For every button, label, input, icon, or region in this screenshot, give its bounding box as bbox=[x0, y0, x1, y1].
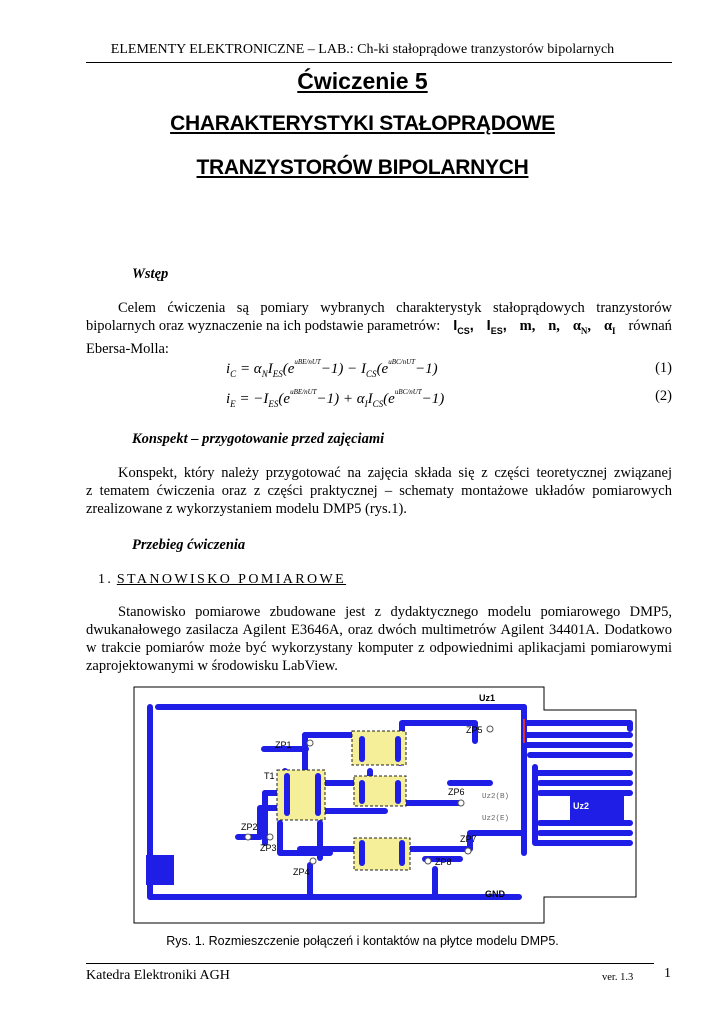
section-heading-przebieg: Przebieg ćwiczenia bbox=[132, 537, 246, 553]
label-uz2e: Uz2(E) bbox=[482, 815, 510, 823]
label-t1: T1 bbox=[264, 771, 275, 781]
label-zp5: ZP5 bbox=[466, 725, 483, 735]
label-uz1: Uz1 bbox=[479, 693, 496, 703]
zp8-pad bbox=[425, 858, 431, 864]
zp6-pad bbox=[458, 800, 464, 806]
intro-line-1: Celem ćwiczenia są pomiary wybranych charakterystyk stałoprądowych tranzystorów bbox=[118, 300, 672, 316]
label-zp4: ZP4 bbox=[293, 867, 310, 877]
intro-line-2 bbox=[86, 317, 672, 340]
zp3-pad bbox=[267, 834, 273, 840]
intro-line-3: Ebersa-Molla: bbox=[86, 340, 169, 357]
ground-pad bbox=[146, 855, 174, 885]
footer-divider bbox=[86, 963, 654, 964]
subsection-title: STANOWISKO POMIAROWE bbox=[116, 572, 347, 587]
zp1-pad bbox=[307, 740, 313, 746]
intro-line-2-end: równań bbox=[628, 318, 672, 334]
label-zp1: ZP1 bbox=[275, 740, 292, 750]
zp4-pad bbox=[310, 858, 316, 864]
label-uz2b: Uz2(B) bbox=[482, 793, 510, 801]
pcb-diagram bbox=[130, 683, 640, 928]
konspekt-line-2: z tematem ćwiczenia oraz z części praktycznej – schematy montażowe układów pomiarowych bbox=[86, 483, 672, 499]
section-heading-konspekt: Konspekt – przygotowanie przed zajęciami bbox=[132, 431, 385, 447]
subsection-heading-stanowisko bbox=[98, 572, 346, 588]
zp5-pad bbox=[487, 726, 493, 732]
zp7-pad bbox=[465, 848, 471, 854]
section-heading-wstep: Wstęp bbox=[132, 266, 169, 282]
param-alpha-n: $\alpha_N$, bbox=[572, 318, 592, 336]
stanowisko-line-4: zaprojektowanymi w środowisku LabView. bbox=[86, 658, 338, 674]
param-alpha-i: $\alpha_I$ bbox=[603, 318, 616, 336]
footer-department: Katedra Elektroniki AGH bbox=[86, 968, 230, 983]
stanowisko-line-3: w trakcie pomiarów może być wykorzystany komputer z odpowiednimi aplikacjami pomiarowymi bbox=[86, 640, 672, 656]
page-number: 1 bbox=[664, 966, 671, 981]
label-uz2: Uz2 bbox=[573, 801, 590, 811]
konspekt-paragraph bbox=[86, 464, 672, 518]
param-n: n, bbox=[548, 318, 560, 334]
label-gnd: GND bbox=[485, 889, 505, 899]
exercise-title: Ćwiczenie 5 bbox=[297, 68, 428, 94]
label-zp7: ZP7 bbox=[460, 834, 477, 844]
subsection-number: 1. bbox=[98, 572, 114, 587]
intro-line-2-text: bipolarnych oraz wyznaczenie na ich podstawie parametrów: bbox=[86, 318, 441, 334]
figure-caption: Rys. 1. Rozmieszczenie połączeń i kontaktów na płytce modelu DMP5. bbox=[166, 934, 559, 948]
label-zp2: ZP2 bbox=[241, 822, 258, 832]
footer-version: ver. 1.3 bbox=[602, 972, 634, 983]
title-line-2: TRANZYSTORÓW BIPOLARNYCH bbox=[196, 156, 529, 179]
equation-2-number: (2) bbox=[655, 388, 672, 404]
label-zp3: ZP3 bbox=[260, 843, 277, 853]
equation-1-number: (1) bbox=[655, 360, 672, 376]
header-divider bbox=[86, 62, 672, 63]
equation-2: $i_E = -I_{ES}(e^{uBE/nUT}-1) + \alpha_II_{CS}(e^{uBC/nUT}-1)$ bbox=[226, 388, 445, 409]
stanowisko-line-2: dwukanałowego zasilacza Agilent E3646A, oraz dwóch multimetrów Agilent 34401A. Dodatkowo bbox=[86, 622, 672, 638]
label-zp6: ZP6 bbox=[448, 787, 465, 797]
title-line-1: CHARAKTERYSTYKI STAŁOPRĄDOWE bbox=[170, 112, 555, 135]
running-header: ELEMENTY ELEKTRONICZNE – LAB.: Ch-ki stałoprądowe tranzystorów bipolarnych bbox=[110, 42, 615, 57]
zp2-pad bbox=[245, 834, 251, 840]
param-m: m, bbox=[519, 318, 536, 334]
param-ics: $I_{CS}$, bbox=[453, 318, 474, 336]
konspekt-line-3: zrealizowane z wykorzystaniem modelu DMP5 (rys.1). bbox=[86, 501, 407, 517]
stanowisko-line-1: Stanowisko pomiarowe zbudowane jest z dydaktycznego modelu pomiarowego DMP5, bbox=[118, 604, 672, 620]
konspekt-line-1: Konspekt, który należy przygotować na zajęcia składa się z części teoretycznej związanej bbox=[118, 465, 672, 481]
equation-1: $i_C = \alpha_NI_{ES}(e^{uBE/nUT}-1) - I_{CS}(e^{uBC/nUT}-1)$ bbox=[226, 358, 438, 379]
stanowisko-paragraph bbox=[86, 603, 672, 675]
intro-paragraph bbox=[86, 299, 672, 358]
param-ies: $I_{ES}$, bbox=[486, 318, 507, 336]
label-zp8: ZP8 bbox=[435, 857, 452, 867]
